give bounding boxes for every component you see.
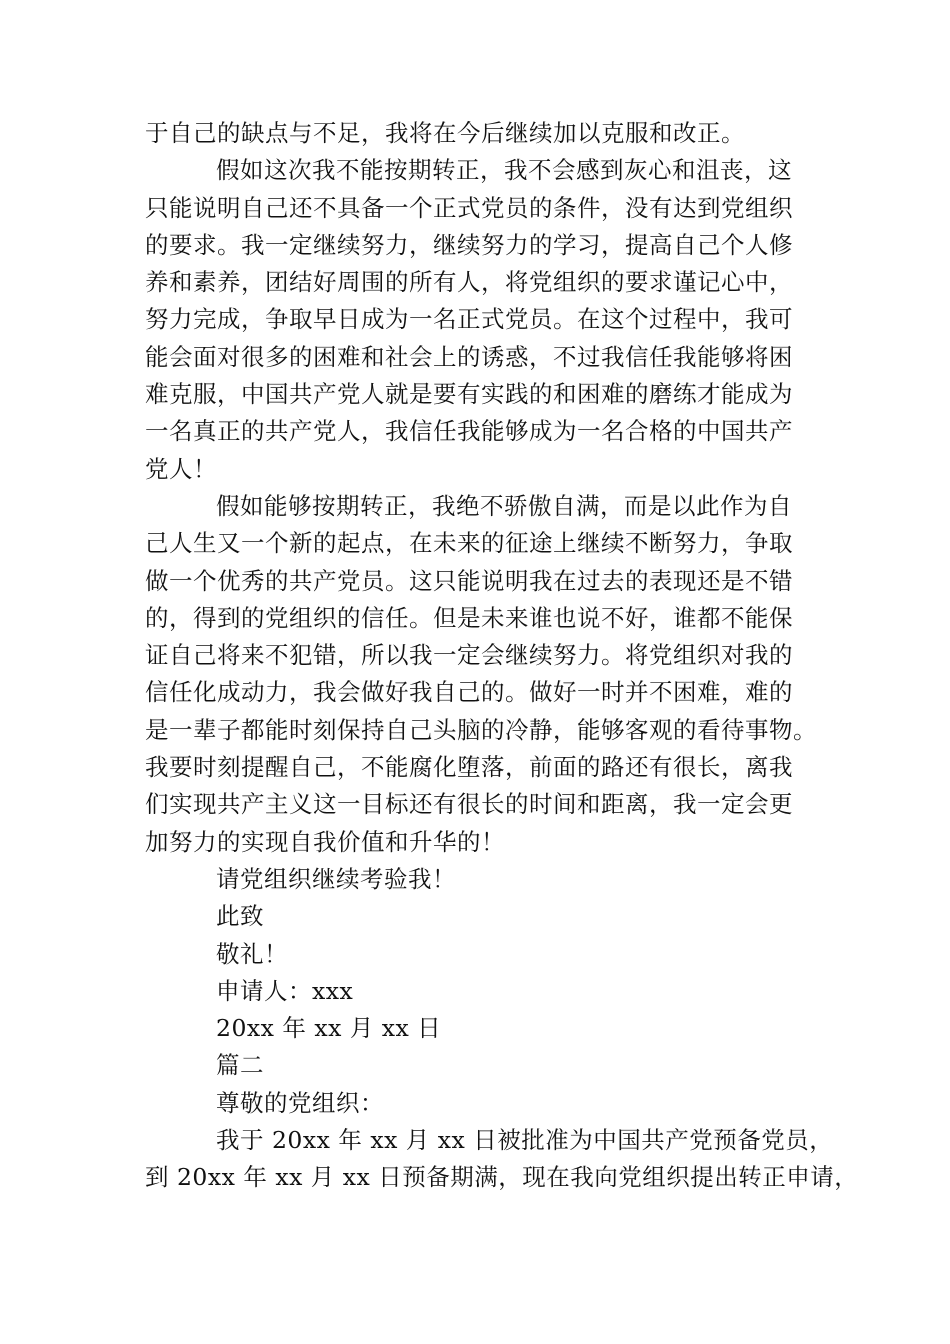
text-line: 请党组织继续考验我！ [216, 864, 456, 893]
text-line: 加努力的实现自我价值和升华的！ [145, 827, 505, 856]
text-line: 于自己的缺点与不足，我将在今后继续加以克服和改正。 [145, 119, 745, 147]
text-line: 党人！ [145, 454, 217, 483]
text-line: 养和素养，团结好周围的所有人，将党组织的要求谨记心中， [145, 268, 793, 297]
text-line: 尊敬的党组织： [216, 1088, 384, 1117]
text-line: 做一个优秀的共产党员。这只能说明我在过去的表现还是不错 [145, 566, 793, 595]
text-line: 到 20xx 年 xx 月 xx 日预备期满，现在我向党组织提出转正申请， [145, 1163, 859, 1192]
text-line: 努力完成，争取早日成为一名正式党员。在这个过程中，我可 [145, 305, 793, 334]
text-line: 只能说明自己还不具备一个正式党员的条件，没有达到党组织 [145, 193, 793, 222]
text-line: 申请人：xxx [216, 976, 354, 1005]
text-line: 假如这次我不能按期转正，我不会感到灰心和沮丧，这 [216, 156, 792, 185]
text-line: 敬礼！ [216, 939, 288, 968]
text-line: 假如能够按期转正，我绝不骄傲自满，而是以此作为自 [216, 491, 792, 520]
text-line: 们实现共产主义这一目标还有很长的时间和距离，我一定会更 [145, 790, 793, 819]
text-line: 篇二 [216, 1051, 264, 1080]
text-line: 我于 20xx 年 xx 月 xx 日被批准为中国共产党预备党员， [216, 1126, 834, 1155]
text-line: 我要时刻提醒自己，不能腐化堕落，前面的路还有很长，离我 [145, 753, 793, 782]
text-line: 能会面对很多的困难和社会上的诱惑，不过我信任我能够将困 [145, 342, 793, 371]
document-body [145, 115, 859, 1197]
text-line: 此致 [216, 902, 264, 931]
text-line: 证自己将来不犯错，所以我一定会继续努力。将党组织对我的 [145, 641, 793, 670]
text-line: 的要求。我一定继续努力，继续努力的学习，提高自己个人修 [145, 230, 793, 259]
text-line: 是一辈子都能时刻保持自己头脑的冷静，能够客观的看待事物。 [145, 715, 817, 744]
text-line: 一名真正的共产党人，我信任我能够成为一名合格的中国共产 [145, 417, 793, 446]
text-line: 的，得到的党组织的信任。但是未来谁也说不好，谁都不能保 [145, 603, 793, 632]
text-line: 20xx 年 xx 月 xx 日 [216, 1014, 442, 1043]
text-line: 信任化成动力，我会做好我自己的。做好一时并不困难，难的 [145, 678, 793, 707]
text-line: 难克服，中国共产党人就是要有实践的和困难的磨练才能成为 [145, 380, 793, 409]
text-line: 己人生又一个新的起点，在未来的征途上继续不断努力，争取 [145, 529, 793, 558]
